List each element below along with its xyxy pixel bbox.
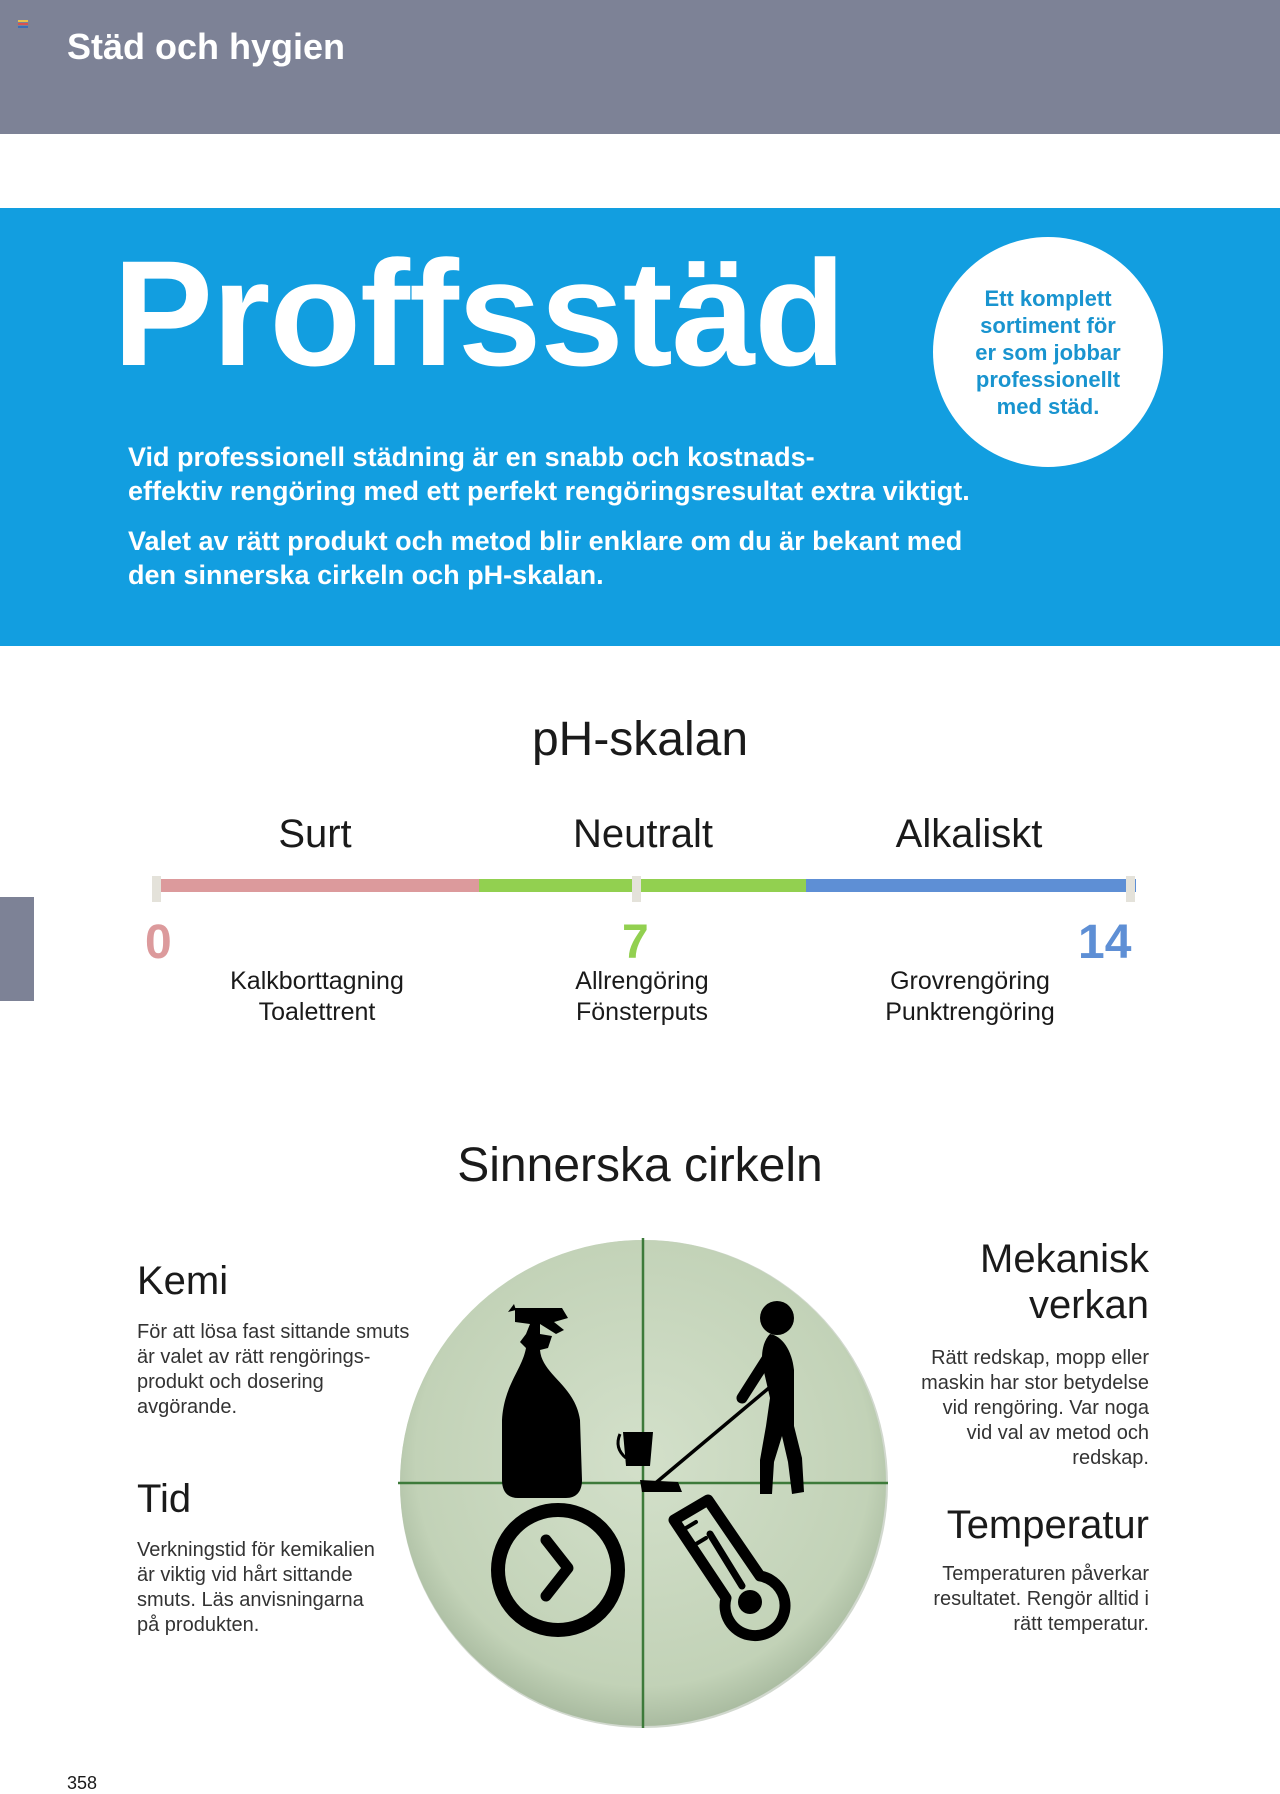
page-number: 358	[67, 1773, 98, 1793]
ph-use-item: Grovrengöring	[890, 967, 1050, 995]
ph-value-0: 0	[145, 916, 172, 969]
ph-value-7: 7	[622, 916, 649, 969]
ph-bar-acidic	[152, 879, 479, 892]
badge-text	[963, 285, 1133, 420]
factor-description	[137, 1320, 427, 1420]
factor-description	[869, 1346, 1149, 1471]
ph-use-item: Fönsterputs	[575, 998, 708, 1026]
badge-line: med städ.	[996, 393, 1100, 419]
ph-tick-14	[1126, 876, 1135, 902]
factor-line: För att lösa fast sittande smuts	[137, 1321, 410, 1343]
ph-use-item: Punktrengöring	[885, 998, 1055, 1026]
factor-line: Rätt redskap, mopp eller	[931, 1347, 1149, 1369]
factor-line: smuts. Läs anvisningarna	[137, 1589, 364, 1611]
factor-line: vid val av metod och	[966, 1422, 1149, 1444]
factor-heading: Tid	[137, 1477, 192, 1521]
hero-p2-line2: den sinnerska cirkeln och pH-skalan.	[128, 560, 604, 590]
hero-paragraph-2	[128, 524, 998, 592]
ph-uses-acidic	[167, 966, 467, 1028]
factor-description	[137, 1538, 427, 1638]
factor-line: rätt temperatur.	[1013, 1613, 1149, 1635]
factor-line: är viktig vid hårt sittande	[137, 1564, 353, 1586]
ph-tick-7	[632, 876, 641, 902]
ph-scale-bar	[0, 870, 1280, 910]
hero-p1-line2: effektiv rengöring med ett perfekt rengöringsresultat extra viktigt.	[128, 476, 970, 506]
factor-heading: Temperatur	[946, 1503, 1149, 1547]
factor-heading: Kemi	[137, 1259, 229, 1303]
factor-tid	[137, 1476, 427, 1638]
factor-line: vid rengöring. Var noga	[942, 1397, 1149, 1419]
section-title: Städ och hygien	[67, 26, 346, 67]
ph-bar-alkaline	[806, 879, 1136, 892]
ph-bar-neutral	[479, 879, 806, 892]
ph-category-neutral: Neutralt	[572, 812, 714, 856]
ph-use-item: Allrengöring	[575, 967, 709, 995]
ph-use-item: Toalettrent	[258, 998, 376, 1026]
factor-description	[869, 1562, 1149, 1637]
factor-kemi	[137, 1258, 427, 1420]
sinner-circle-title: Sinnerska cirkeln	[457, 1139, 823, 1192]
ph-tick-0	[152, 876, 161, 902]
badge-line: sortiment för	[980, 312, 1116, 338]
ph-uses-neutral	[492, 966, 792, 1028]
badge-line: Ett komplett	[984, 285, 1112, 311]
factor-line: på produkten.	[137, 1614, 260, 1636]
hero-p2-line1: Valet av rätt produkt och metod blir enklare om du är bekant med	[128, 526, 963, 556]
factor-heading	[869, 1236, 1149, 1328]
badge-line: er som jobbar	[975, 339, 1121, 365]
hero-p1-line1: Vid professionell städning är en snabb och kostnads-	[128, 442, 815, 472]
sinner-circle	[390, 1230, 890, 1730]
header-bar	[0, 0, 1280, 134]
ph-scale-title: pH-skalan	[531, 713, 749, 766]
factor-mekanisk-verkan	[869, 1236, 1149, 1471]
ph-value-14: 14	[1078, 916, 1132, 969]
factor-line: maskin har stor betydelse	[921, 1372, 1149, 1394]
hero-banner	[0, 208, 1280, 646]
hero-title: Proffsstäd	[113, 229, 845, 397]
badge-line: professionellt	[975, 366, 1121, 392]
factor-line: Verkningstid för kemikalien	[137, 1539, 375, 1561]
factor-line: redskap.	[1072, 1447, 1149, 1469]
factor-heading-line: verkan	[1028, 1283, 1149, 1327]
flag-icon	[18, 20, 28, 27]
factor-line: produkt och dosering	[137, 1371, 324, 1393]
factor-line: resultatet. Rengör alltid i	[933, 1588, 1149, 1610]
ph-category-alkaline: Alkaliskt	[895, 812, 1043, 856]
factor-line: är valet av rätt rengörings-	[137, 1346, 371, 1368]
factor-heading-line: Mekanisk	[980, 1237, 1149, 1281]
factor-temperatur	[869, 1502, 1149, 1637]
ph-use-item: Kalkborttagning	[230, 967, 404, 995]
side-tab	[0, 897, 34, 1001]
promo-badge	[933, 237, 1163, 467]
factor-line: avgörande.	[137, 1396, 238, 1418]
hero-paragraph-1	[128, 440, 998, 508]
ph-category-acidic: Surt	[278, 812, 352, 856]
ph-uses-alkaline	[820, 966, 1120, 1028]
factor-line: Temperaturen påverkar	[942, 1563, 1149, 1585]
